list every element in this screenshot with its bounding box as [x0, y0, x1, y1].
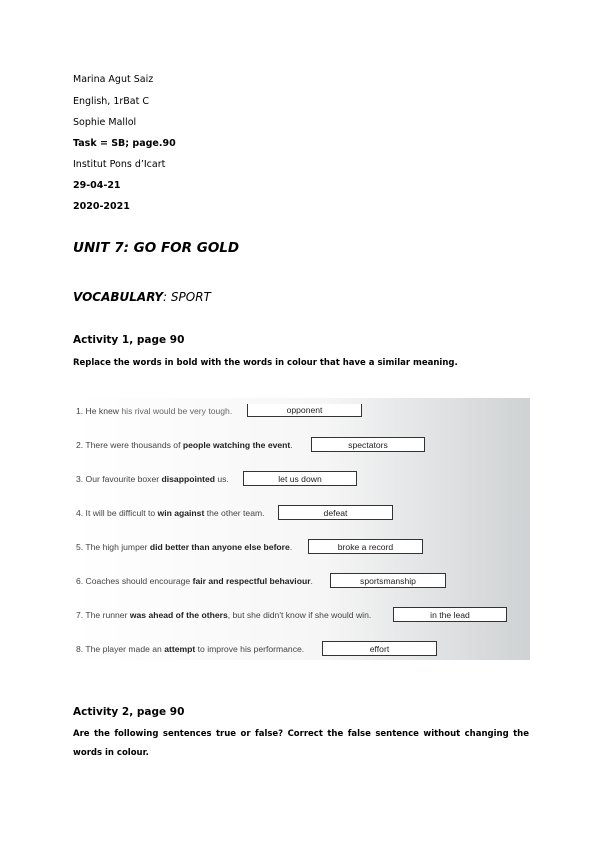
- exercise-item-4: 4. It will be difficult to win against the other team.: [76, 508, 265, 518]
- answer-field-8[interactable]: effort: [322, 641, 437, 656]
- activity1-instruction: Replace the words in bold with the words in colour that have a similar meaning.: [73, 358, 458, 368]
- date: 29-04-21: [73, 180, 121, 191]
- task-label: Task = SB; page.90: [73, 138, 176, 149]
- answer-field-2[interactable]: spectators: [311, 437, 425, 452]
- unit-title: UNIT 7: GO FOR GOLD: [73, 240, 240, 256]
- vocabulary-heading: [73, 290, 211, 304]
- exercise-item-5: 5. The high jumper did better than anyone else before.: [76, 542, 293, 552]
- exercise-item-2: 2. There were thousands of people watching the event.: [76, 440, 293, 450]
- teacher-name: Sophie Mallol: [73, 117, 137, 128]
- exercise-item-7: 7. The runner was ahead of the others, but she didn't know if she would win.: [76, 610, 372, 620]
- vocabulary-label: VOCABULARY: [73, 290, 164, 304]
- school-name: Institut Pons d’Icart: [73, 159, 166, 170]
- activity2-title: Activity 2, page 90: [73, 706, 185, 718]
- vocabulary-topic: : SPORT: [163, 290, 211, 304]
- exercise-item-3: 3. Our favourite boxer disappointed us.: [76, 474, 229, 484]
- activity2-instruction: Are the following sentences true or false? Correct the false sentence without changing the words in colour.: [73, 729, 529, 758]
- answer-field-7[interactable]: in the lead: [393, 607, 507, 622]
- course: English, 1rBat C: [73, 96, 150, 107]
- answer-field-1[interactable]: opponent: [247, 404, 362, 417]
- exercise-item-6: 6. Coaches should encourage fair and respectful behaviour.: [76, 576, 313, 586]
- activity1-title: Activity 1, page 90: [73, 334, 185, 346]
- answer-field-3[interactable]: let us down: [243, 471, 357, 486]
- exercise-image: [72, 398, 530, 660]
- answer-field-5[interactable]: broke a record: [308, 539, 423, 554]
- answer-field-4[interactable]: defeat: [278, 505, 393, 520]
- school-year: 2020-2021: [73, 201, 130, 212]
- answer-field-6[interactable]: sportsmanship: [330, 573, 446, 588]
- exercise-item-1: 1. He knew his rival would be very tough.: [76, 406, 233, 416]
- student-name: Marina Agut Saiz: [73, 74, 154, 85]
- exercise-item-8: 8. The player made an attempt to improve his performance.: [76, 644, 305, 654]
